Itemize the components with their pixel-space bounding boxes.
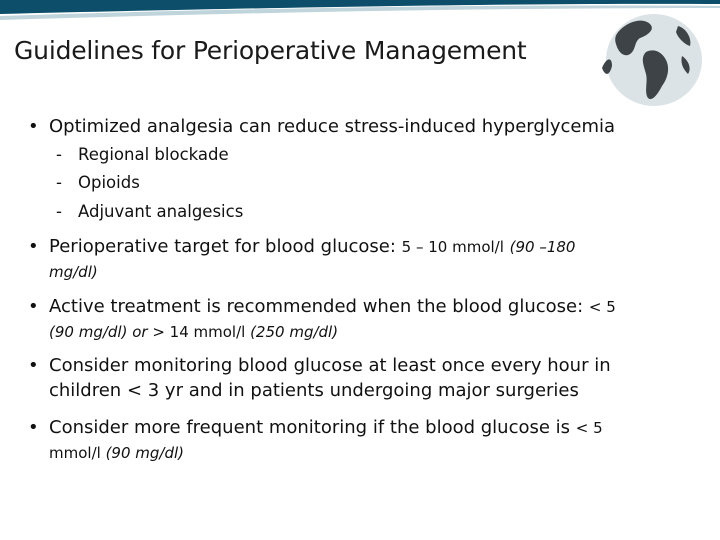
- glucose-range: 5 – 10 mmol/l: [401, 238, 504, 256]
- bullet-text: Consider more frequent monitoring if the blood glucose is: [49, 417, 576, 438]
- glucose-range-mgdl-unit: mg/dl): [49, 263, 98, 281]
- bullet-text: Active treatment is recommended when the blood glucose:: [49, 296, 589, 317]
- sub-item-text: Opioids: [78, 173, 140, 192]
- threshold-high-mgdl: (250 mg/dl): [250, 323, 339, 341]
- sub-item-text: Adjuvant analgesics: [78, 202, 244, 221]
- glucose-range-mgdl: (90 –180: [509, 238, 576, 256]
- slide-content: • Optimized analgesia can reduce stress-induced hyperglycemia - Regional blockade - Opioids - Adjuvant analgesics • Perioperative target for blood glucose: 5 – 10 mmol/l (90 –180 mg/dl) • Active treatment is recommended when the blood glucose: < 5 (90 mg/dl) or > 14 mmol/l (250 mg/dl) • Consider monitoring blood glucose at least once every hour in children < 3 yr and in patients undergoing major surgeries • Consider more frequent monitoring if the blood glucose is < 5 mmol/l (90 mg/dl): [0, 0, 720, 540]
- slide-title: Guidelines for Perioperative Management: [14, 36, 527, 65]
- bullet-text-line2: children < 3 yr and in patients undergoing major surgeries: [49, 380, 579, 401]
- bullet-text-line1: Consider monitoring blood glucose at least once every hour in: [49, 355, 611, 376]
- bullet-dot: •: [28, 116, 39, 137]
- threshold-low: < 5: [588, 298, 616, 316]
- threshold-mgdl: (90 mg/dl): [105, 444, 184, 462]
- threshold-low-mgdl: (90 mg/dl) or: [49, 323, 153, 341]
- bullet-text: Optimized analgesia can reduce stress-induced hyperglycemia: [49, 116, 616, 137]
- threshold-high: > 14 mmol/l: [152, 323, 251, 341]
- bullet-text: Perioperative target for blood glucose:: [49, 236, 402, 257]
- threshold-low: < 5: [575, 419, 603, 437]
- threshold-unit: mmol/l: [49, 444, 106, 462]
- sub-item-text: Regional blockade: [78, 145, 229, 164]
